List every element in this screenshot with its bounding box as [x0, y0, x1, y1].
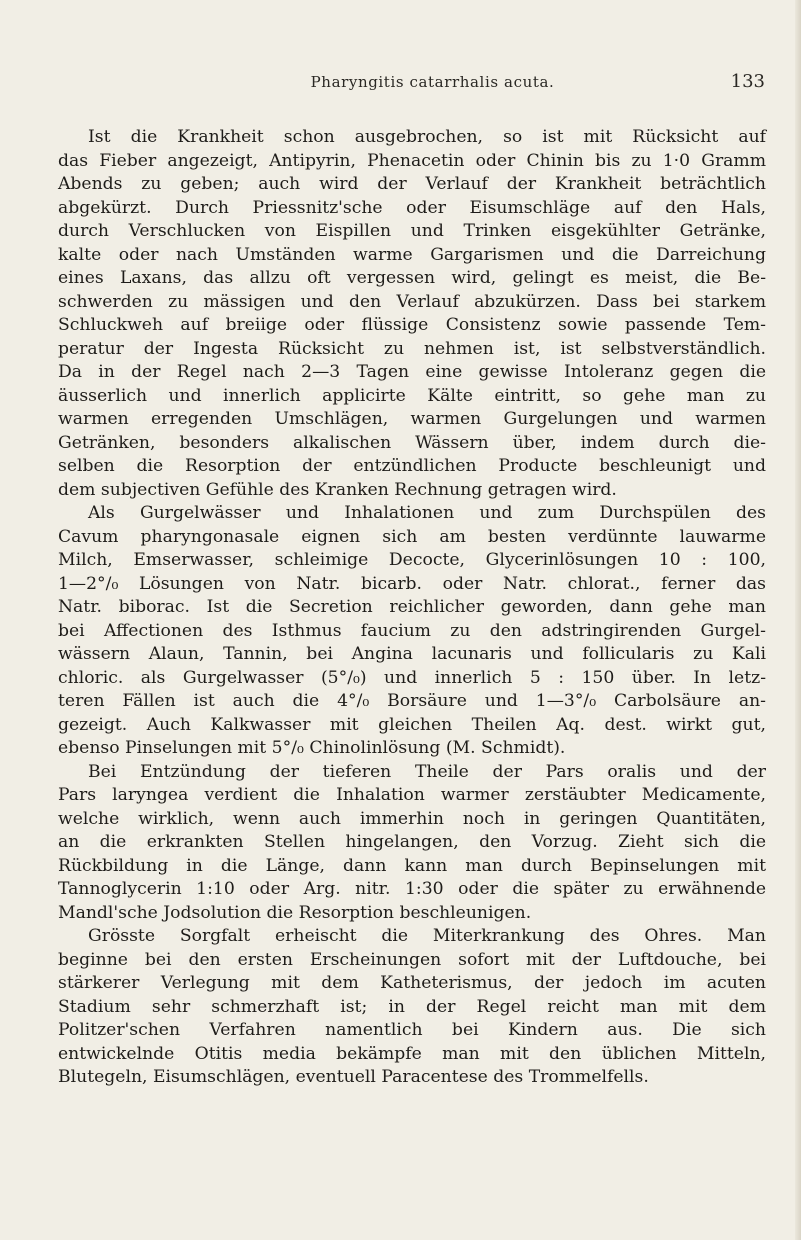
page-number: 133: [730, 71, 765, 92]
text-line: entwickelnde Otitis media bekämpfe man mit den üblichen Mitteln,: [58, 1043, 766, 1064]
text-line: Tannoglycerin 1:10 oder Arg. nitr. 1:30 oder die später zu erwähnende: [58, 879, 766, 899]
text-line: welche wirklich, wenn auch immerhin noch in geringen Quantitäten,: [58, 808, 766, 829]
text-line: Stadium sehr schmerzhaft ist; in der Regel reicht man mit dem: [58, 996, 766, 1017]
page-header: [100, 71, 765, 95]
text-line: Da in der Regel nach 2—3 Tagen eine gewisse Intoleranz gegen die: [58, 362, 766, 382]
text-line: Grösste Sorgfalt erheischt die Miterkrankung des Ohres. Man: [88, 926, 766, 946]
text-line: teren Fällen ist auch die 4°/₀ Borsäure und 1—3°/₀ Carbolsäure an-: [58, 691, 766, 711]
text-line: abgekürzt. Durch Priessnitz'sche oder Eisumschläge auf den Hals,: [58, 197, 766, 218]
text-line: peratur der Ingesta Rücksicht zu nehmen ist, ist selbstverständlich.: [58, 338, 766, 359]
text-line: warmen erregenden Umschlägen, warmen Gurgelungen und warmen: [58, 409, 766, 429]
text-line: Blutegeln, Eisumschlägen, eventuell Paracentese des Trommelfells.: [58, 1067, 649, 1087]
page-edge-shadow: [795, 0, 801, 1240]
text-line: bei Affectionen des Isthmus faucium zu den adstringirenden Gurgel-: [58, 620, 766, 641]
text-line: ebenso Pinselungen mit 5°/₀ Chinolinlösung (M. Schmidt).: [58, 738, 566, 758]
text-line: Pars laryngea verdient die Inhalation warmer zerstäubter Medicamente,: [58, 785, 766, 805]
text-line: Mandl'sche Jodsolution die Resorption beschleunigen.: [58, 902, 532, 923]
text-line: äusserlich und innerlich applicirte Kälte eintritt, so gehe man zu: [58, 385, 766, 406]
text-line: Natr. biborac. Ist die Secretion reichlicher geworden, dann gehe man: [58, 597, 766, 617]
text-line: Abends zu geben; auch wird der Verlauf der Krankheit beträchtlich: [58, 174, 766, 194]
text-line: Cavum pharyngonasale eignen sich am besten verdünnte lauwarme: [58, 526, 766, 547]
text-line: selben die Resorption der entzündlichen Producte beschleunigt und: [58, 456, 766, 476]
running-title: Pharyngitis catarrhalis acuta.: [310, 73, 555, 91]
text-line: 1—2°/₀ Lösungen von Natr. bicarb. oder Natr. chlorat., ferner das: [58, 573, 766, 594]
body-text: [58, 126, 766, 1090]
text-line: das Fieber angezeigt, Antipyrin, Phenacetin oder Chinin bis zu 1·0 Gramm: [58, 150, 766, 171]
text-line: Politzer'schen Verfahren namentlich bei Kindern aus. Die sich: [58, 1020, 766, 1040]
text-line: kalte oder nach Umständen warme Gargarismen und die Darreichung: [58, 244, 766, 265]
text-line: Rückbildung in die Länge, dann kann man durch Bepinselungen mit: [58, 855, 766, 876]
text-line: chloric. als Gurgelwasser (5°/₀) und innerlich 5 : 150 über. In letz-: [58, 667, 766, 688]
text-line: Getränken, besonders alkalischen Wässern über, indem durch die-: [58, 432, 766, 453]
text-line: gezeigt. Auch Kalkwasser mit gleichen Theilen Aq. dest. wirkt gut,: [58, 714, 766, 735]
text-line: Als Gurgelwässer und Inhalationen und zum Durchspülen des: [88, 503, 766, 523]
text-line: Ist die Krankheit schon ausgebrochen, so ist mit Rücksicht auf: [88, 127, 766, 147]
text-line: dem subjectiven Gefühle des Kranken Rechnung getragen wird.: [58, 479, 617, 500]
text-line: durch Verschlucken von Eispillen und Trinken eisgekühlter Getränke,: [58, 221, 766, 241]
text-line: schwerden zu mässigen und den Verlauf abzukürzen. Dass bei starkem: [58, 291, 766, 312]
text-line: Schluckweh auf breiige oder flüssige Consistenz sowie passende Tem-: [58, 315, 766, 335]
text-line: eines Laxans, das allzu oft vergessen wird, gelingt es meist, die Be-: [58, 268, 766, 288]
text-line: wässern Alaun, Tannin, bei Angina lacunaris und follicularis zu Kali: [58, 644, 766, 664]
text-line: beginne bei den ersten Erscheinungen sofort mit der Luftdouche, bei: [58, 949, 766, 970]
text-line: stärkerer Verlegung mit dem Katheterismus, der jedoch im acuten: [58, 973, 766, 993]
text-line: Bei Entzündung der tieferen Theile der Pars oralis und der: [88, 761, 766, 782]
text-line: an die erkrankten Stellen hingelangen, den Vorzug. Zieht sich die: [58, 832, 766, 852]
text-line: Milch, Emserwasser, schleimige Decocte, Glycerinlösungen 10 : 100,: [58, 550, 766, 570]
